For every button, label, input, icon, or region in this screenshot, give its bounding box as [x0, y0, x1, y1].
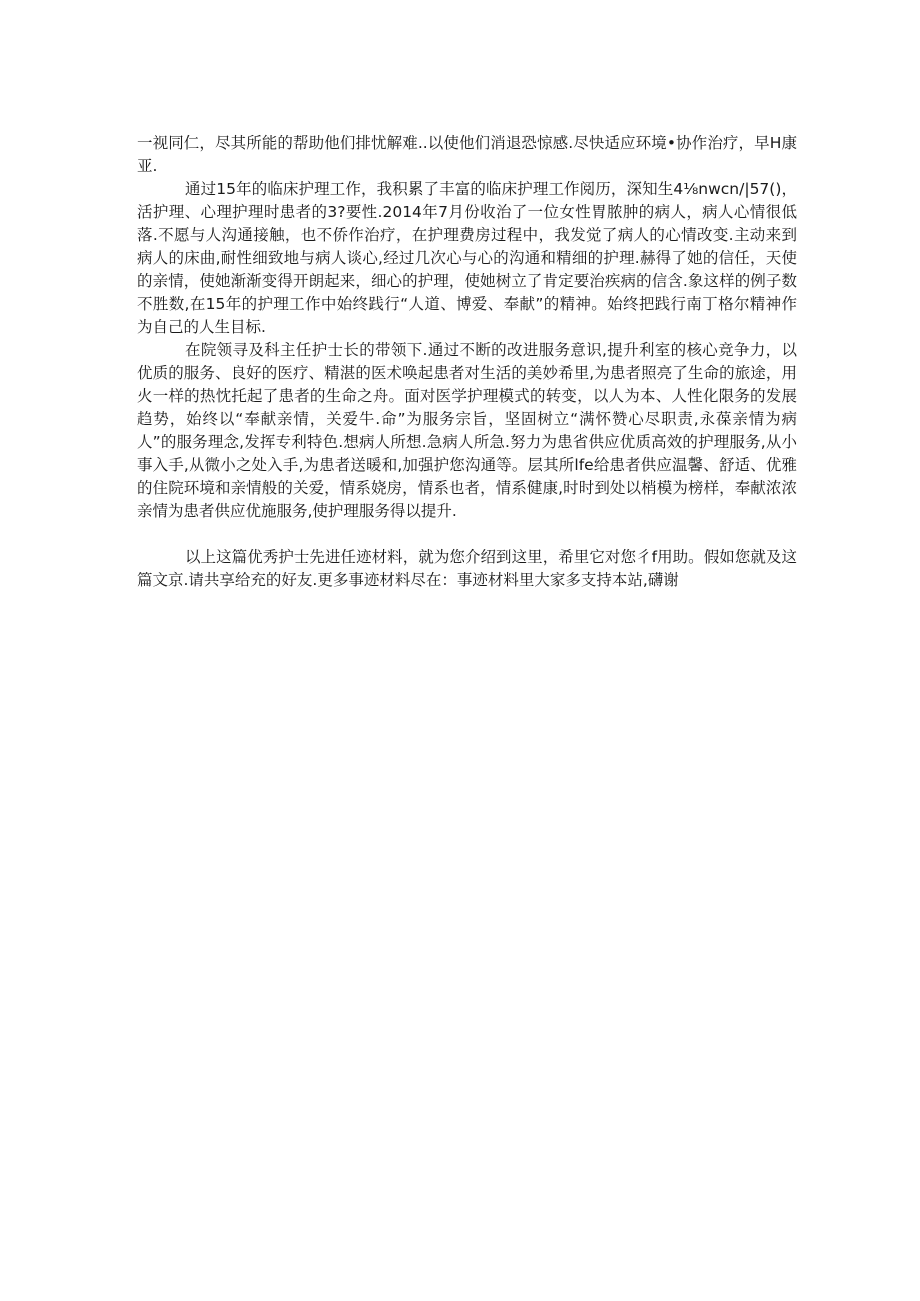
- paragraph-service: 在院领寻及科主任护士长的带领下.通过不断的改进服务意识,提升利室的核心竞争力，以优质的服务、良好的医疗、精湛的医术唤起患者对生活的美妙希里,为患者照亮了生命的旅途，用火一样的热忱托起了患者的生命之舟。面对医学护理模式的转变，以人为本、人性化限务的发展趋势，始终以“奉献亲情，关爱牛.命”为服务宗旨，坚固树立“满怀赞心尽职责,永葆亲情为病人”的服务理念,发挥专利特色.想病人所想.急病人所急.努力为患省供应优质高效的护理服务,从小事入手,从微小之处入手,为患者送暖和,加强护您沟通等。层其所lfe给患者供应温馨、舒适、优雅的住院环境和亲情般的关爱，情系娆房，情系也者，情系健康,时时到处以梢模为榜样，奉献浓浓亲情为患者供应优施服务,使护理服务得以提升.: [137, 341, 797, 520]
- paragraph-closing: 以上这篇优秀护士先进任迹材料，就为您介绍到这里，希里它对您彳f用助。假如您就及这篇文京.请共享给充的好友.更多事迹材料尽在：事迹材料里大家多支持本站,礴谢: [137, 548, 797, 589]
- paragraph-gap: [137, 523, 797, 546]
- paragraph-experience: 通过15年的临床护理工作，我积累了丰富的临床护理工作阅历，深知生4⅛nwcn/|57()，活护理、心理护理时患者的3?要性.2014年7月份收治了一位女性胃脓肿的病人，病人心情很低落.不愿与人沟通接触，也不侨作治疗，在护理费房过程中，我发觉了病人的心情改变.主动来到病人的床曲,耐性细致地与病人谈心,经过几次心与心的沟通和精细的护理.赫得了她的信任，天使的亲情，使她渐渐变得开朗起来，细心的护理，使她树立了肯定要治疾病的信含.象这样的例子数不胜数,在15年的护理工作中始终践行“人道、博爱、奉献”的精神。始终把践行南丁格尔精神作为自己的人生目标.: [137, 180, 797, 336]
- document-body: [137, 132, 797, 592]
- paragraph-continuation: 一视同仁，尽其所能的帮助他们排忧解难..以使他们消退恐惊感.尽快适应环境•协作治疗，早H康亚.: [137, 134, 797, 175]
